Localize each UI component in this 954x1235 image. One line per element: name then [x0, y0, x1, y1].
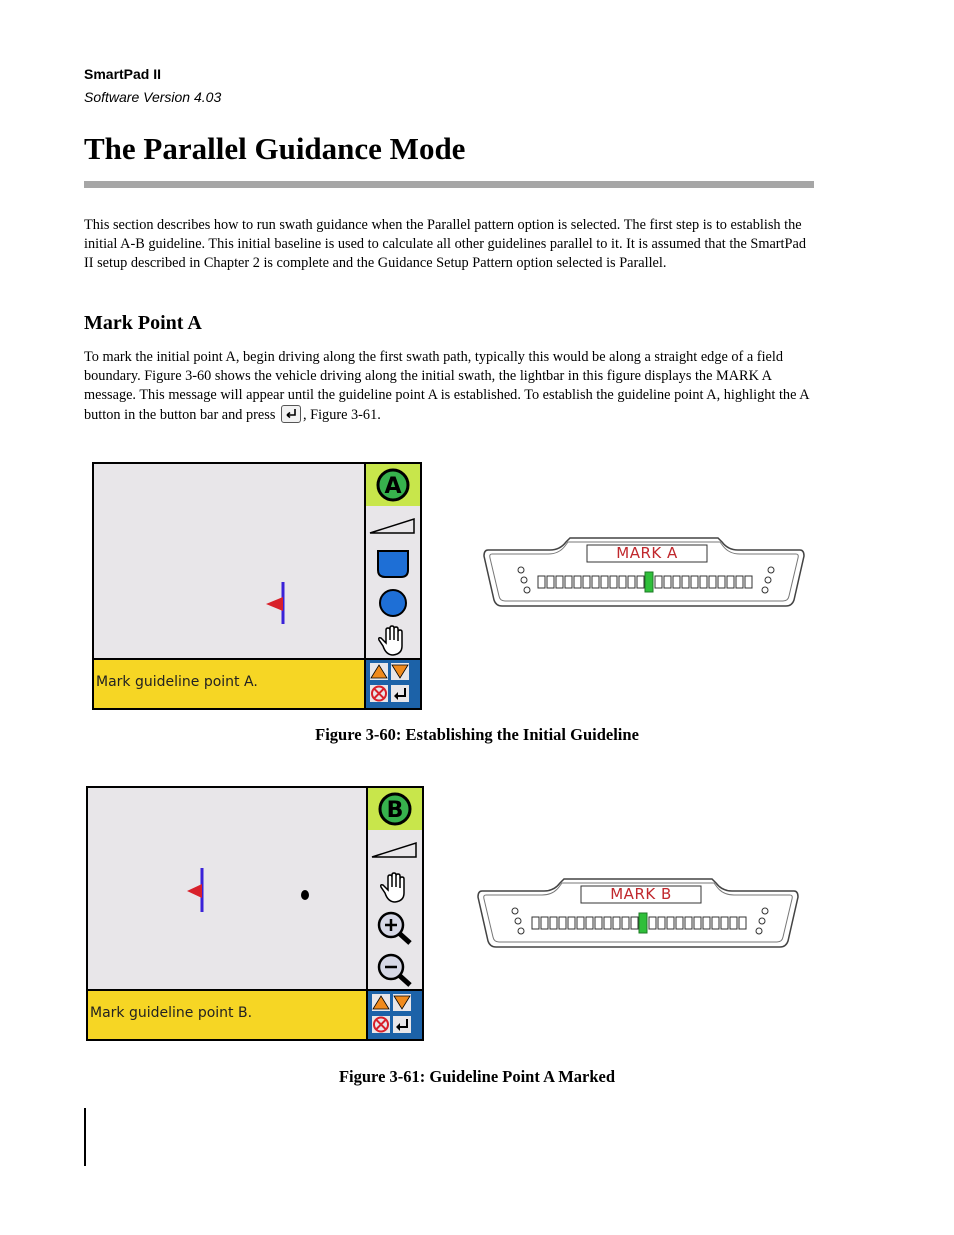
- arrow-down-icon[interactable]: [393, 994, 411, 1011]
- header-version: Software Version 4.03: [84, 89, 222, 105]
- button-bar: [366, 788, 422, 989]
- lightbar-message: MARK A: [616, 544, 678, 562]
- zoom-out-button[interactable]: [368, 948, 422, 991]
- enter-icon[interactable]: [393, 1016, 411, 1033]
- signal-wedge-icon: [368, 513, 418, 537]
- vehicle-marker: [94, 464, 368, 660]
- hand-pan-icon: [375, 624, 411, 658]
- title-rule: [84, 181, 814, 188]
- cancel-icon[interactable]: [372, 1016, 390, 1033]
- arrow-up-icon[interactable]: [370, 663, 388, 680]
- enter-icon[interactable]: [391, 685, 409, 702]
- pan-button[interactable]: [368, 868, 422, 908]
- section-heading: Mark Point A: [84, 312, 202, 334]
- boundary-shape-icon: [375, 548, 411, 580]
- enter-key-icon: [281, 405, 301, 423]
- map-view: [94, 464, 364, 658]
- pan-button[interactable]: [366, 622, 420, 660]
- signal-button[interactable]: [366, 506, 420, 544]
- guidance-screen-1: [92, 462, 422, 710]
- mark-letter: B: [386, 798, 404, 823]
- lightbar-2: [472, 871, 804, 951]
- page-title: The Parallel Guidance Mode: [84, 131, 466, 166]
- arrow-up-icon[interactable]: [372, 994, 390, 1011]
- intro-paragraph: This section describes how to run swath guidance when the Parallel pattern option is selected. The first step is to establish the initial A-B guideline. This initial baseline is used to calculate all other guidelines parallel to it. It is assumed that the SmartPad II setup described in Chapter 2 is complete and the Guidance Setup Pattern option selected is Parallel.: [84, 217, 806, 271]
- lightbar-message: MARK B: [610, 885, 672, 903]
- figure-caption-1: Figure 3-60: Establishing the Initial Guideline: [315, 725, 639, 744]
- mark-b-button[interactable]: [368, 788, 422, 830]
- message-bar: Mark guideline point B.: [88, 989, 366, 1039]
- zoom-in-button[interactable]: [368, 908, 422, 948]
- section-paragraph: [84, 348, 814, 425]
- figure-caption-2: Figure 3-61: Guideline Point A Marked: [338, 1067, 616, 1086]
- zoom-in-icon: [375, 910, 415, 946]
- boundary-button[interactable]: [366, 544, 420, 584]
- mark-a-icon: [375, 467, 411, 503]
- header-product: SmartPad II: [84, 66, 162, 82]
- vehicle-marker: [88, 788, 370, 991]
- section-text-after: , Figure 3-61.: [302, 407, 381, 423]
- arrow-down-icon[interactable]: [391, 663, 409, 680]
- mark-a-button[interactable]: [366, 464, 420, 506]
- center-led: [645, 572, 653, 592]
- section-text-before: To mark the initial point A, begin driving along the first swath path, typically this would be along a straight edge of a field boundary. Figure 3-60 shows the vehicle driving along the initial swath, the lightbar in this figure displays the MARK A message. This message will appear until the guideline point A is established. To establish the guideline point A, highlight the A button in the button bar and press: [84, 349, 809, 423]
- button-bar: [364, 464, 420, 658]
- cancel-icon[interactable]: [370, 685, 388, 702]
- map-view: [88, 788, 366, 989]
- circle-pattern-button[interactable]: [366, 584, 420, 622]
- hand-pan-icon: [377, 871, 413, 905]
- mark-letter: A: [384, 474, 402, 499]
- circle-pattern-icon: [377, 587, 409, 619]
- guidance-screen-2: [86, 786, 424, 1041]
- change-bar: [84, 1108, 86, 1166]
- nav-controls: [366, 989, 422, 1039]
- point-a-marker: [301, 890, 309, 900]
- lightbar-1: [478, 530, 810, 610]
- mark-b-icon: [377, 791, 413, 827]
- center-led: [639, 913, 647, 933]
- signal-wedge-icon: [370, 837, 420, 861]
- zoom-out-icon: [375, 952, 415, 988]
- message-bar: Mark guideline point A.: [94, 658, 364, 708]
- nav-controls: [364, 658, 420, 708]
- signal-button[interactable]: [368, 830, 422, 868]
